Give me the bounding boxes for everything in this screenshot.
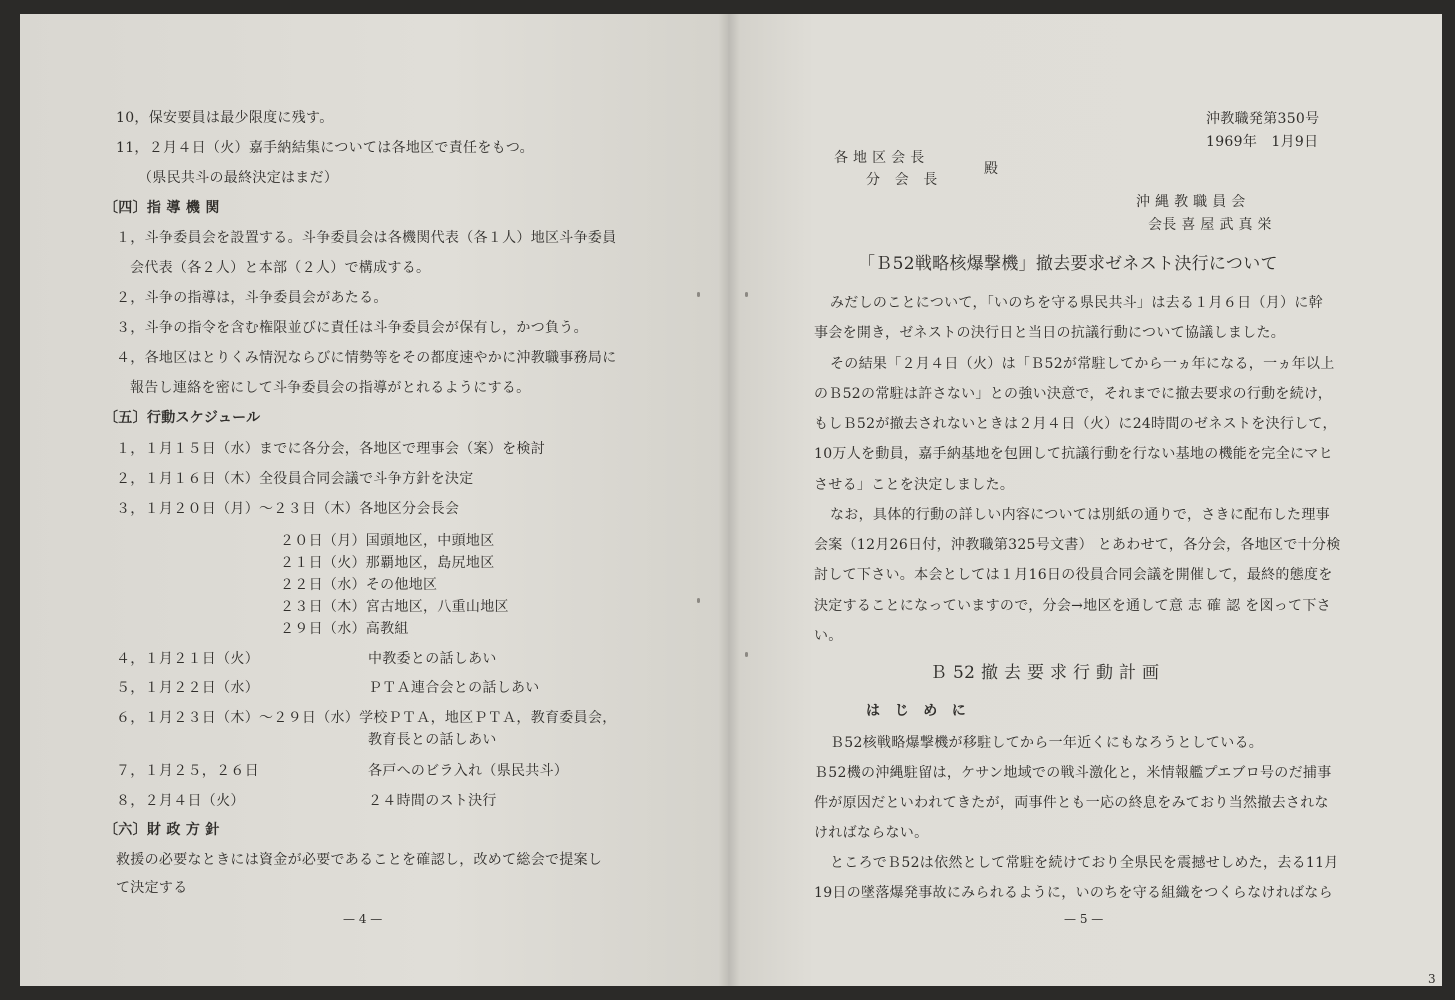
section-line: Ｂ52機の沖縄駐留は，ケサン地域での戦斗激化と，米情報艦プエブロ号のだ捕事 xyxy=(814,765,1332,781)
schedule-item: ６，１月２３日（木）～２９日（水）学校ＰＴＡ，地区ＰＴＡ，教育委員会， xyxy=(116,710,617,726)
schedule-detail: 中教委との話しあい xyxy=(368,651,497,667)
staple-hole xyxy=(745,292,748,297)
page-number: — 5 — xyxy=(1064,912,1104,926)
section-line: Ｂ52核戦略爆撃機が移駐してから一年近くにもなろうとしている。 xyxy=(830,735,1264,751)
section-line: 件が原因だといわれてきたが，両事件とも一応の終息をみており当然撤去されな xyxy=(814,795,1329,811)
body-line: させる」ことを決定しました。 xyxy=(814,477,1015,493)
body-line: みだしのことについて，「いのちを守る県民共斗」は去る１月６日（月）に幹 xyxy=(830,295,1323,311)
text-line: 救援の必要なときには資金が必要であることを確認し，改めて総会で提案し xyxy=(116,852,603,868)
text-line: １，斗争委員会を設置する。斗争委員会は各機関代表（各１人）地区斗争委員 xyxy=(116,230,617,246)
schedule-subitem: ２９日（水）高教組 xyxy=(280,621,409,637)
text-line: ３，斗争の指令を含む権限並びに責任は斗争委員会が保有し，かつ負う。 xyxy=(116,320,588,336)
section-line: ところでＢ52は依然として常駐を続けており全県民を震撼せしめた，去る11月 xyxy=(830,855,1339,871)
body-line: のＢ52の常駐は許さない」との強い決意で，それまでに撤去要求の行動を続け， xyxy=(814,386,1333,402)
addressee-line: 各 地 区 会 長 xyxy=(834,150,925,166)
text-line: て決定する xyxy=(116,880,188,896)
body-line: もしＢ52が撤去されないときは２月４日（火）に24時間のゼネストを決行して， xyxy=(814,416,1337,432)
section-heading: 〔四〕指 導 機 関 xyxy=(104,200,220,216)
schedule-detail: 教育長との話しあい xyxy=(368,732,497,748)
staple-hole xyxy=(697,292,700,297)
text-line: ２，斗争の指導は，斗争委員会があたる。 xyxy=(116,290,388,306)
schedule-item: ７，１月２５，２６日 xyxy=(116,763,259,779)
section-heading: 〔五〕行動スケジュール xyxy=(104,410,261,426)
text-line: 11，２月４日（火）嘉手納結集については各地区で責任をもつ。 xyxy=(116,140,534,156)
schedule-item: ３，１月２０日（月）～２３日（木）各地区分会長会 xyxy=(116,501,460,517)
addressee-line: 分 会 長 xyxy=(866,172,938,188)
text-line: 会代表（各２人）と本部（２人）で構成する。 xyxy=(130,260,431,276)
schedule-detail: 各戸へのビラ入れ（県民共斗） xyxy=(368,763,569,779)
body-line: 会案（12月26日付，沖教職第325号文書） とあわせて，各分会，各地区で十分検 xyxy=(814,537,1341,553)
document-title: 「Ｂ52戦略核爆撃機」撤去要求ゼネスト決行について xyxy=(858,254,1278,274)
page-fold xyxy=(718,14,740,986)
staple-hole xyxy=(745,652,748,657)
text-line: 報告し連絡を密にして斗争委員会の指導がとれるようにする。 xyxy=(130,380,531,396)
body-line: 決定することになっていますので，分会→地区を通して意 志 確 認 を図って下さ xyxy=(814,598,1331,614)
body-line: 事会を開き，ゼネストの決行日と当日の抗議行動について協議しました。 xyxy=(814,325,1286,341)
schedule-subitem: ２２日（水）その他地区 xyxy=(280,577,438,593)
body-line: 討して下さい。本会としては１月16日の役員合同会議を開催して，最終的態度を xyxy=(814,567,1333,583)
schedule-subitem: ２１日（火）那覇地区，島尻地区 xyxy=(280,555,495,571)
schedule-item: ２，１月１６日（木）全役員合同会議で斗争方針を決定 xyxy=(116,471,474,487)
schedule-item: ８，２月４日（火） xyxy=(116,793,245,809)
page-number: — 4 — xyxy=(343,912,383,926)
schedule-item: ４，１月２１日（火） xyxy=(116,651,259,667)
text-line: （県民共斗の最終決定はまだ） xyxy=(138,170,339,186)
text-line: 10，保安要員は最少限度に残す。 xyxy=(116,110,334,126)
document-number: 沖教職発第350号 xyxy=(1206,111,1320,127)
schedule-detail: ＰＴＡ連合会との話しあい xyxy=(368,680,540,696)
sender-name: 会長 喜 屋 武 真 栄 xyxy=(1148,217,1272,233)
section-line: 19日の墜落爆発事故にみられるように，いのちを守る組織をつくらなければなら xyxy=(814,885,1333,901)
section-title: Ｂ 52 撤 去 要 求 行 動 計 画 xyxy=(930,663,1160,683)
corner-mark: 3 xyxy=(1428,972,1436,986)
section-line: ければならない。 xyxy=(814,825,929,841)
schedule-subitem: ２０日（月）国頭地区，中頭地区 xyxy=(280,533,495,549)
document-date: 1969年 1月9日 xyxy=(1206,134,1319,150)
schedule-item: ５，１月２２日（水） xyxy=(116,680,259,696)
schedule-subitem: ２３日（木）宮古地区，八重山地区 xyxy=(280,599,509,615)
schedule-detail: ２４時間のスト決行 xyxy=(368,793,497,809)
addressee-suffix: 殿 xyxy=(984,161,999,177)
staple-hole xyxy=(697,598,700,603)
text-line: ４，各地区はとりくみ情況ならびに情勢等をその都度速やかに沖教職事務局に xyxy=(116,350,617,366)
sender-organization: 沖 縄 教 職 員 会 xyxy=(1136,194,1246,210)
body-line: その結果「２月４日（火）は「Ｂ52が常駐してから一ヵ年になる，一ヵ年以上 xyxy=(830,356,1335,372)
body-line: 10万人を動員，嘉手納基地を包囲して抗議行動を行ない基地の機能を完全にマヒ xyxy=(814,446,1333,462)
section-heading: 〔六〕財 政 方 針 xyxy=(104,822,220,838)
body-line: い。 xyxy=(814,628,843,644)
schedule-item: １，１月１５日（水）までに各分会，各地区で理事会（案）を検討 xyxy=(116,441,545,457)
subsection-title: は じ め に xyxy=(866,703,967,719)
body-line: なお，具体的行動の詳しい内容については別紙の通りで，さきに配布した理事 xyxy=(830,507,1330,523)
